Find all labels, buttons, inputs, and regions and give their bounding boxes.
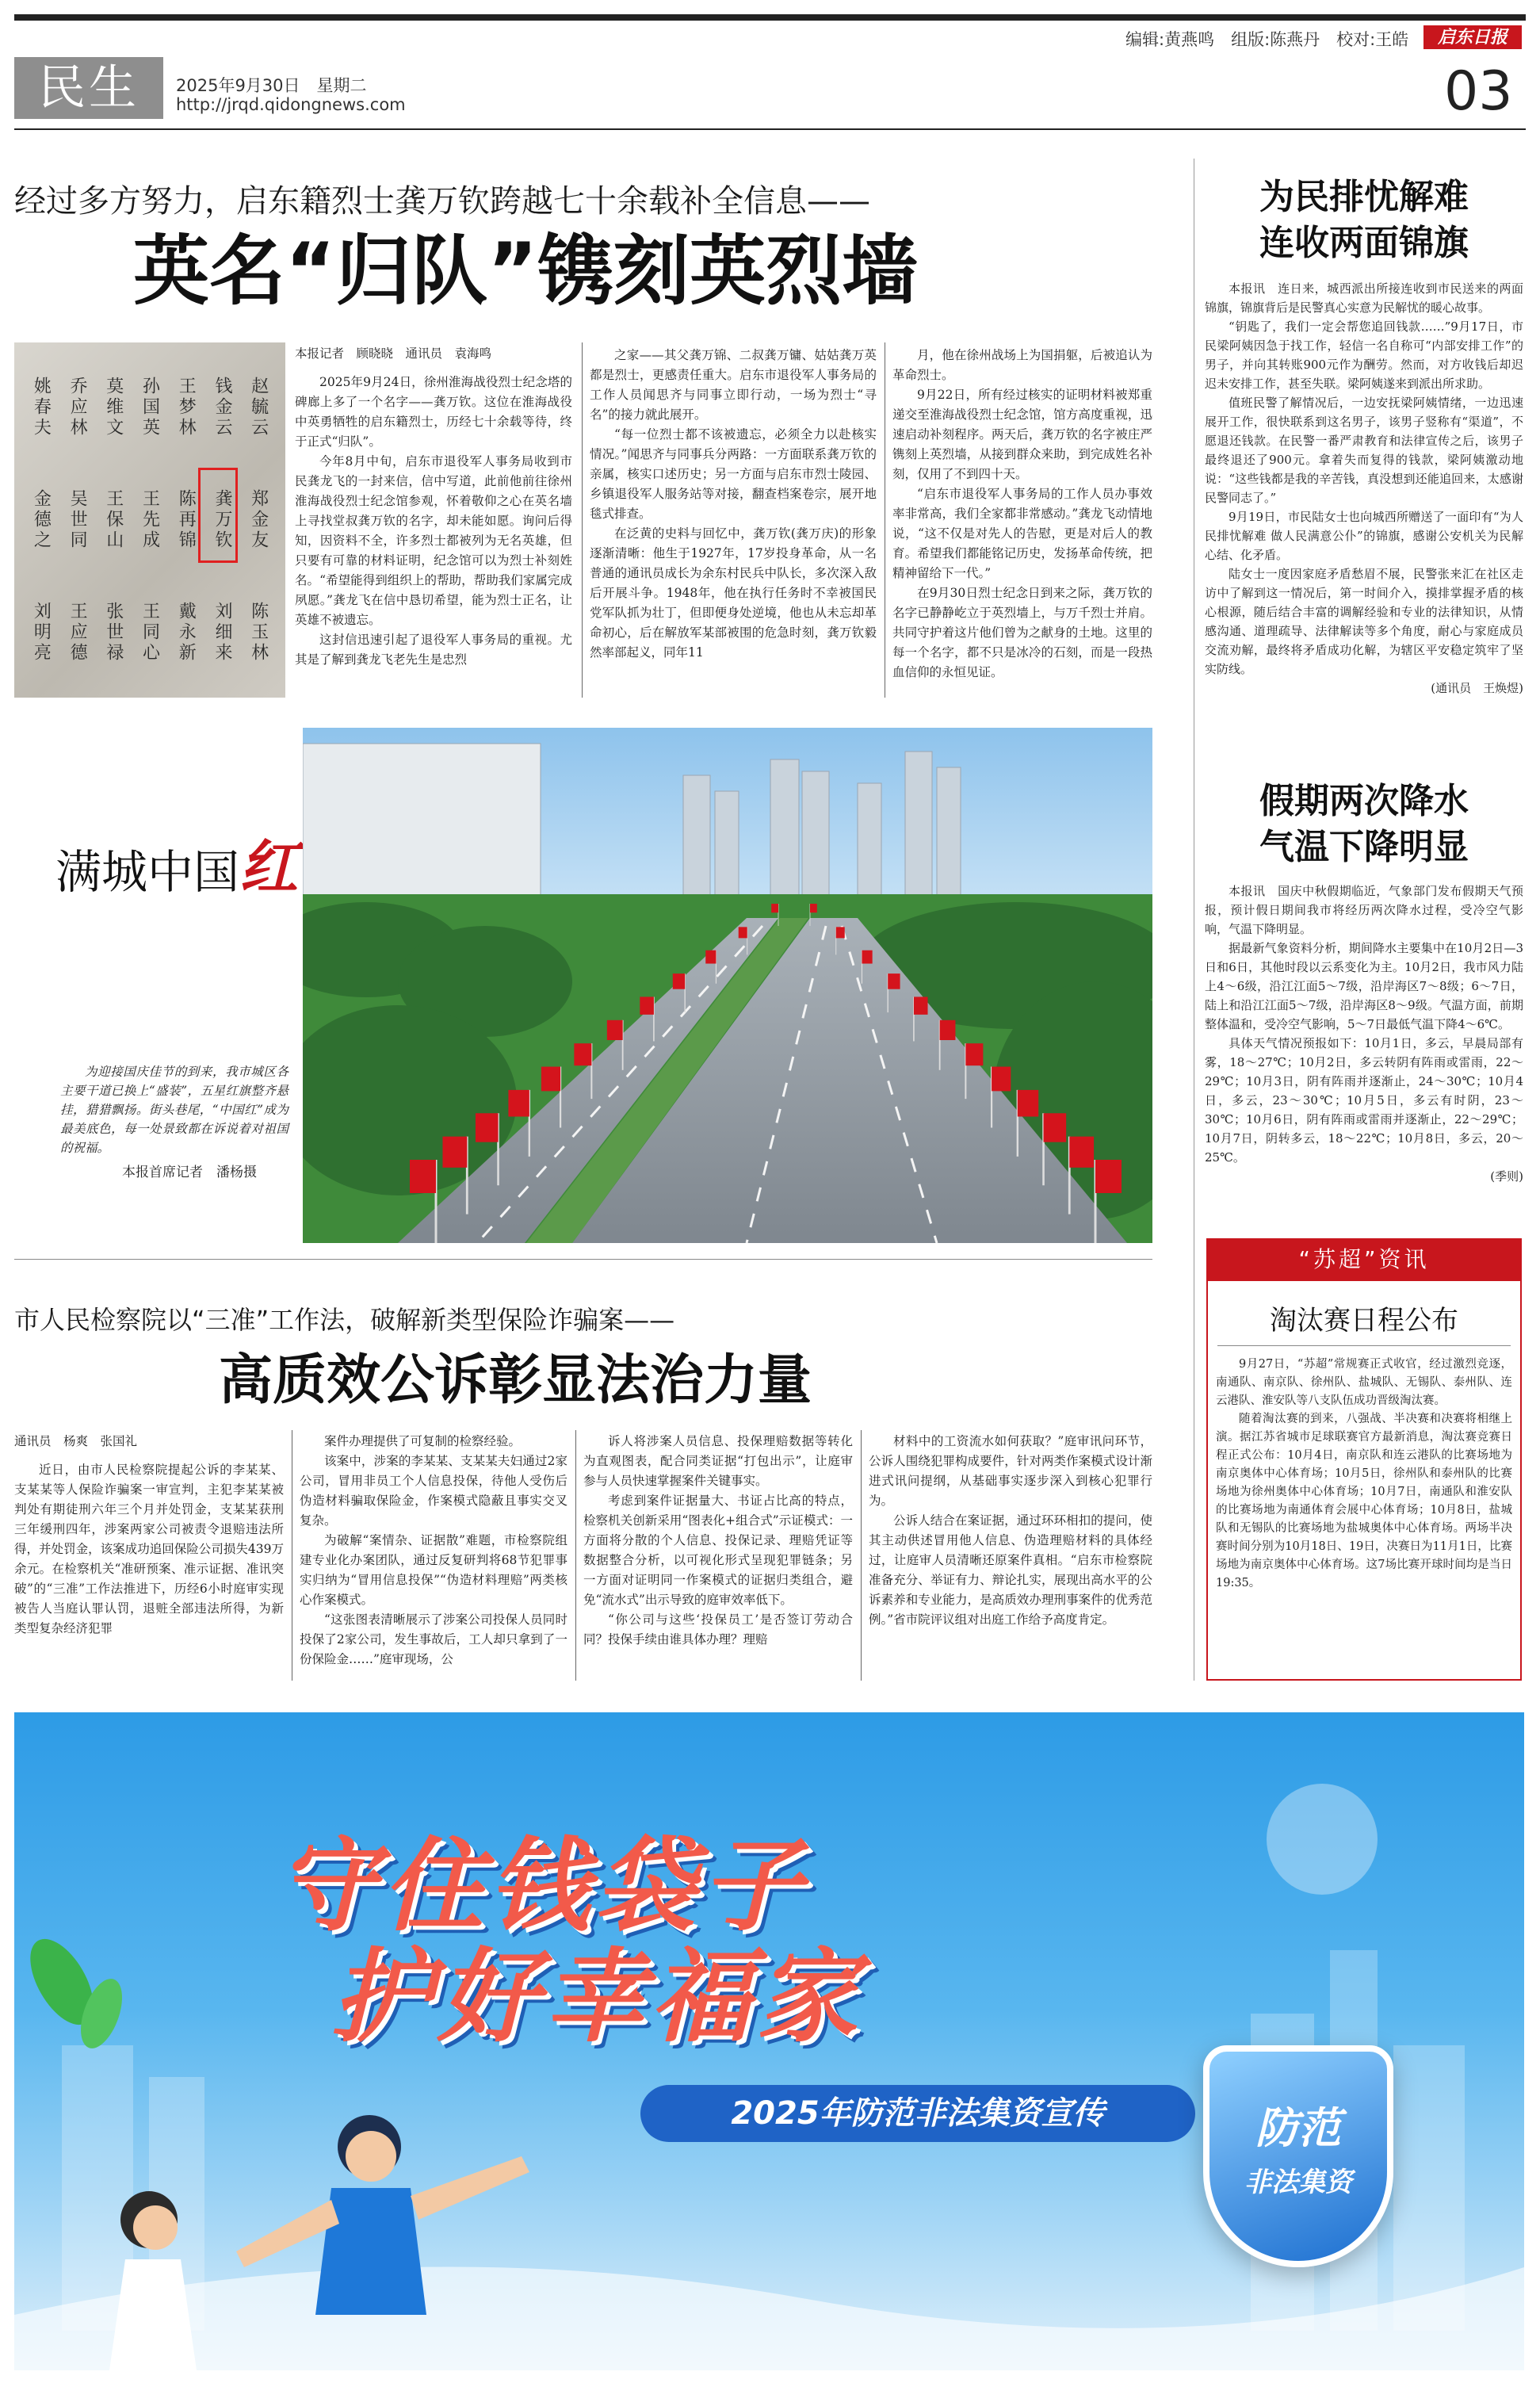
col-divider [582,342,583,698]
lead-byline: 本报记者 顾晓晓 通讯员 袁海鸣 [295,346,492,361]
sidebar-1-body [1205,279,1523,739]
photo-caption: 为迎接国庆佳节的到来，我市城区各主要干道已换上“盛装”，五星红旗整齐悬挂，猎猎飘扬。街头巷尾，“中国红”成为最美底色，每一处景致都在诉说着对祖国的祝福。 [60,1065,289,1155]
sidebar-1-title [1205,174,1523,266]
red-flag [965,1043,983,1065]
second-col4-paragraph: 公诉人结合在案证据，通过环环相扣的提问，使其主动供述冒用他人信息、伪造理赔材料的具体经过，让庭审人员清晰还原案件真相。“启东市检察院准备充分、举证有力、辩论扎实，展现出高水平的公诉素养和专业能力，是高质效办理刑事案件的优秀范例。”省市院评议组对出庭工作给予高度肯定。 [869,1513,1152,1627]
second-col-3 [583,1432,853,1681]
sidebar-1-paragraph: 值班民警了解情况后，一边安抚梁阿姨情绪，一边迅速展开工作，很快联系到这名男子，该男子竖称有“渠道”，不愿退还钱款。在民警一番严肃教育和法律宣传之后，该男子最终退还了900元。拿着失而复得的钱款，梁阿姨激动地说：“这些钱都是我的辛苦钱，真没想到还能追回来，太感谢民警同志了。” [1205,396,1523,505]
newspaper-logo: 启东日报 [1423,25,1522,49]
carved-name: 钱金云 [212,377,232,438]
second-col3-paragraph: 诉人将涉案人员信息、投保理赔数据等转化为直观图表，配合同类证据“打包出示”，让庭审参与人员快速掌握案件关键事实。 [583,1434,853,1488]
second-col-1 [14,1460,284,1681]
city-street-photo [303,728,1152,1243]
lead-col3-paragraph: 在9月30日烈士纪念日到来之际，龚万钦的名字已静静屹立于英烈墙上，与万千烈士并肩。共同守护着这片他们曾为之献身的土地。这里的每一个名字，都不只是冰冷的石刻，而是一段热血信仰的永恒见证。 [892,586,1152,679]
carved-name: 陈玉林 [248,602,269,664]
lead-col-3 [892,346,1152,698]
sidebar-credit: (季则) [1490,1169,1523,1184]
carved-name: 赵毓云 [248,377,269,438]
sidebar-1-title-line-1: 为民排忧解难 [1259,177,1469,217]
red-flag [810,904,817,912]
red-flag [1095,1160,1122,1193]
second-col-2 [300,1432,567,1681]
lead-col3-paragraph: “启东市退役军人事务局的工作人员办事效率非常高，我们全家都非常感动。”龚龙飞动情地说，“这不仅是对先人的告慰，更是对后人的教育。希望我们都能铭记历史，发扬革命传统，把精神留给下一代。” [892,487,1152,580]
carved-name: 刘明亮 [31,602,52,664]
shield-text-line-2: 非法集资 [1244,2167,1352,2198]
red-flag [705,951,716,964]
second-col3-paragraph: 考虑到案件证据量大、书证占比高的特点，检察机关创新采用“图表化+组合式”示证模式：一方面将分散的个人信息、投保记录、理赔凭证等数据整合分析，以可视化形式呈现犯罪链条；另一方面对证明同一作案模式的证据归类组合，避免“流水式”出示导致的庭审效率低下。 [583,1494,853,1607]
red-flag [574,1043,591,1065]
carved-name: 王梦林 [176,377,197,438]
leaf-decoration [17,1929,130,2054]
sidebar-1-paragraph: 陆女士一度因家庭矛盾愁眉不展，民警张来汇在社区走访中了解到这一情况后，第一时间介入，摸排掌握矛盾的核心根源，随后结合丰富的调解经验和专业的法律知识，从情感沟通、道理疏导、法律解读等多个角度，耐心与家庭成员交流劝解，最终将矛盾成功化解，为辖区平安稳定筑牢了坚实防线。 [1205,567,1523,676]
carved-name: 孙国英 [139,377,160,438]
red-flag [508,1090,529,1117]
ad-subtitle: 2025年防范非法集资宣传 [640,2085,1195,2142]
memorial-wall-photo [14,342,285,698]
website-url[interactable]: http://jrqd.qidongnews.com [176,95,406,114]
second-col2-paragraph: 为破解“案情杂、证据散”难题，市检察院组建专业化办案团队，通过反复研判将68节犯罪事实归纳为“冒用信息投保”“伪造材料理赔”两类核心作案模式。 [300,1533,567,1607]
suchao-banner: “苏超”资讯 [1206,1238,1522,1281]
page-number: 03 [1444,60,1513,123]
red-flag [1044,1113,1067,1142]
second-col2-paragraph: “这张图表清晰展示了涉案公司投保人员同时投保了2家公司，发生事故后，工人却只拿到了一份保险金……”庭审现场，公 [300,1612,567,1666]
suchao-body [1216,1356,1512,1673]
carved-name: 王保山 [103,489,124,551]
carved-name: 陈再锦 [176,489,197,551]
lead-col3-paragraph: 月，他在徐州战场上为国捐躯，后被追认为革命烈士。 [892,348,1152,382]
second-col3-paragraph: “你公司与这些‘投保员工’是否签订劳动合同？投保手续由谁具体办理？理赔 [583,1612,853,1647]
photo-feature-caption-panel [14,728,301,1243]
lead-col1-paragraph: 这封信迅速引起了退役军人事务局的重视。尤其是了解到龚龙飞老先生是忠烈 [295,633,572,667]
second-headline: 高质效公诉彰显法治力量 [219,1349,812,1412]
sidebar-2-title-line-1: 假期两次降水 [1259,781,1469,821]
carved-name: 莫维文 [103,377,124,438]
red-flag [607,1020,623,1040]
ad-slogan-line-1: 守住钱袋子 [276,1827,808,1945]
sidebar-1-title-line-2: 连收两面锦旗 [1259,223,1469,263]
lead-col1-paragraph: 2025年9月24日，徐州淮海战役烈士纪念塔的碑廊上多了一个名字——龚万钦。这位在淮海战役中英勇牺牲的启东籍烈士，历经七十余载等待，终于正式“归队”。 [295,375,572,449]
carved-name: 金德之 [31,489,52,551]
anti-fraud-ad [14,1712,1524,2370]
carved-name: 戴永新 [176,602,197,664]
second-col4-paragraph: 材料中的工资流水如何获取？”庭审讯问环节，公诉人围绕犯罪构成要件，针对两类作案模式设计渐进式讯问提纲，从基础事实逐步深入到核心犯罪行为。 [869,1434,1152,1508]
sidebar-2-paragraph: 据最新气象资料分析，期间降水主要集中在10月2日—3日和6日，其他时段以云系变化为主。10月2日，我市风力陆上4～6级，沿江江面5～7级，沿岸海区7～8级；6～7日，陆上和沿江江面5～7级，沿岸海区8～9级。气温方面，前期整体温和，受冷空气影响，5～7日最低气温下降4～6℃。 [1205,941,1523,1031]
carved-name: 张世禄 [103,602,124,664]
sidebar-1-paragraph: 本报讯 连日来，城西派出所接连收到市民送来的两面锦旗，锦旗背后是民警真心实意为民解忧的暖心故事。 [1205,281,1523,315]
sidebar-2-title [1205,778,1523,870]
red-flag [476,1113,499,1142]
red-flag [410,1160,436,1193]
lead-kicker: 经过多方努力，启东籍烈士龚万钦跨越七十余载补全信息—— [14,183,870,220]
street-scene-graphic [303,728,1152,1243]
red-flag [640,996,654,1014]
carved-name: 郑金友 [248,489,269,551]
second-col2-paragraph: 该案中，涉案的李某某、支某某夫妇通过2家公司，冒用非员工个人信息投保，待他人受伤后伪造材料骗取保险金，作案模式隐蔽且事实交叉复杂。 [300,1454,567,1528]
red-flag [914,996,928,1014]
carved-name: 吴世同 [67,489,88,551]
red-flag [1069,1137,1094,1168]
lead-headline: 英名“归队”镌刻英烈墙 [133,227,919,316]
lead-col2-paragraph: “每一位烈士都不该被遗忘，必须全力以赴核实情况。”闻思齐与同事兵分两路：一方面联系龚万钦的亲属，核实口述历史；另一方面与启东市烈士陵园、乡镇退役军人服务站等对接，翻查档案卷宗，展开地毯式排查。 [590,427,877,521]
sidebar-credit: (通讯员 王焕煜) [1431,681,1523,695]
lead-col3-paragraph: 9月22日，所有经过核实的证明材料被郑重递交至淮海战役烈士纪念馆，馆方高度重视，迅速启动补刻程序。两天后，龚万钦的名字被庄严镌刻上英烈墙，从接到群众来助，到完成姓名补刻，仅用了不到四十天。 [892,388,1152,481]
shield-text-line-1: 防范 [1255,2103,1341,2153]
header-divider [14,128,1526,130]
photo-feature-title [55,821,298,905]
red-flag [888,973,900,989]
ad-shield-badge [1203,2045,1393,2267]
red-flag [673,973,685,989]
lead-col-1 [295,373,572,698]
sidebar-2-paragraph: 本报讯 国庆中秋假期临近，气象部门发布假期天气预报，预计假日期间我市将经历两次降水过程，受冷空气影响，气温下降明显。 [1205,884,1523,936]
red-flag [1018,1090,1038,1117]
carved-name: 王应德 [67,602,88,664]
highlight-box [198,468,238,563]
col-divider [575,1430,576,1681]
lead-col1-paragraph: 今年8月中旬，启东市退役军人事务局收到市民龚龙飞的一封来信，信中写道，此前他前往徐州淮海战役烈士纪念馆参观，怀着敬仰之心在英名墙上寻找堂叔龚万钦的名字，却未能如愿。询问后得知，因资料不全，许多烈士都被列为无名英雄，但只要有可靠的材料证明，纪念馆可以为烈士补刻姓名。“希望能得到组织上的帮助，帮助我们家属完成夙愿。”龚龙飞在信中恳切希望，能为烈士正名，让英雄不被遗忘。 [295,454,572,627]
photo-title-black: 满城中国 [55,845,240,899]
suchao-box [1206,1281,1522,1681]
lead-col2-paragraph: 在泛黄的史料与回忆中，龚万钦(龚万庆)的形象逐渐清晰：他生于1927年，17岁投身革命，从一名普通的通讯员成长为余东村民兵中队长，多次深入敌后开展斗争。1948年，他在执行任务时不幸被国民党军队抓为壮丁，但即便身处逆境，他也从未忘却革命初心，后在解放军某部被围的危急时刻，龚万钦毅然率部起义，同年11 [590,526,877,660]
second-byline: 通讯员 杨爽 张国礼 [14,1434,138,1448]
second-col-4 [869,1432,1152,1681]
editor-credits: 编辑:黄燕鸣 组版:陈燕丹 校对:王皓 [1125,30,1409,49]
carved-name: 龚万钦 [212,489,232,551]
ad-slogan-line-2: 护好幸福家 [331,1938,863,2056]
carved-name: 王先成 [139,489,160,551]
red-flag [739,927,747,938]
red-flag [771,904,778,912]
lead-col2-paragraph: 之家——其父龚万锦、二叔龚万镛、姑姑龚万英都是烈士，更感责任重大。启东市退役军人事务局的工作人员闻思齐与同事立即行动，一场为烈士“寻名”的接力就此展开。 [590,348,877,422]
red-flag [442,1137,467,1168]
issue-date: 2025年9月30日 星期二 [176,76,367,95]
top-rule [14,14,1526,21]
carved-name: 刘细来 [212,602,232,664]
second-col1-paragraph: 近日，由市人民检察院提起公诉的李某某、支某某等人保险诈骗案一审宣判，主犯李某某被判处有期徒刑六年三个月并处罚金，支某某获刑三年缓刑四年，涉案两家公司被责令退赔违法所得，并处罚金，该案成功追回保险公司损失439万余元。在检察机关“准研预案、准示证据、准讯突破”的“三准”工作法推进下，历经6小时庭审实现被告人当庭认罪认罚，退赃全部违法所得，为新类型复杂经济犯罪 [14,1463,284,1635]
col-divider [861,1430,862,1681]
feature-divider [14,1259,1152,1260]
red-flag [836,927,845,938]
red-flag [940,1020,956,1040]
red-flag [541,1067,560,1092]
sidebar-2-paragraph: 具体天气情况预报如下：10月1日，多云，早晨局部有雾，18～27℃；10月2日，多云转阴有阵雨或雷雨，22～29℃；10月3日，阴有阵雨并逐渐止，24～30℃；10月4日，多云，23～30℃；10月5日，多云有时阴，23～30℃；10月6日，阴有阵雨或雷雨并逐渐止，22～29℃；10月7日，阴转多云，18～22℃；10月8日，多云，20～25℃。 [1205,1036,1523,1165]
sidebar-1-paragraph: “钥匙了，我们一定会帮您追回钱款……”9月17日，市民梁阿姨因急于找工作，轻信一名自称可“内部安排工作”的男子，并向其转账900元作为酬劳。然而，对方收钱后却迟迟未安排工作，甚至失联。梁阿姨遂来到派出所求助。 [1205,319,1523,391]
sidebar-2-title-line-2: 气温下降明显 [1259,827,1469,867]
carved-name: 王同心 [139,602,160,664]
lead-col-2 [590,346,877,698]
photo-title-red: 红 [239,834,299,902]
sidebar-3-paragraph: 9月27日，“苏超”常规赛正式收官，经过激烈竞逐，南通队、南京队、徐州队、盐城队、无锡队、泰州队、连云港队、淮安队等八支队伍成功晋级淘汰赛。 [1216,1358,1512,1407]
sidebar-2-body [1205,882,1523,1240]
section-label: 民生 [14,57,163,119]
carved-name: 乔应林 [67,377,88,438]
suchao-title: 淘汰赛日程公布 [1217,1299,1511,1346]
sidebar-1-paragraph: 9月19日，市民陆女士也向城西所赠送了一面印有“为人民排忧解难 做人民满意公仆”的锦旗，感谢公安机关为民解心结、化矛盾。 [1205,510,1523,562]
photo-credit: 本报首席记者 潘杨摄 [122,1165,257,1180]
sidebar-3-paragraph: 随着淘汰赛的到来，八强战、半决赛和决赛将相继上演。据江苏省城市足球联赛官方最新消息，淘汰赛竞赛日程正式公布：10月4日，南京队和连云港队的比赛场地为南京奥体中心体育场；10月5日，徐州队和泰州队的比赛场地为徐州奥体中心体育场；10月7日，南通队和淮安队的比赛场地为南通体育会展中心体育场；10月8日，盐城队和无锡队的比赛场地为盐城奥体中心体育场。两场半决赛时间分别为10月18日、19日，决赛日为11月1日，比赛场地为南京奥体中心体育场。这7场比赛开球时间均是当日19:35。 [1216,1413,1512,1589]
carved-name: 姚春夫 [31,377,52,438]
red-flag [992,1067,1011,1092]
ad-slogan [276,1827,863,2056]
red-flag [862,951,872,964]
second-col2-paragraph: 案件办理提供了可复制的检察经验。 [324,1434,522,1448]
second-kicker: 市人民检察院以“三准”工作法，破解新类型保险诈骗案—— [14,1305,675,1335]
